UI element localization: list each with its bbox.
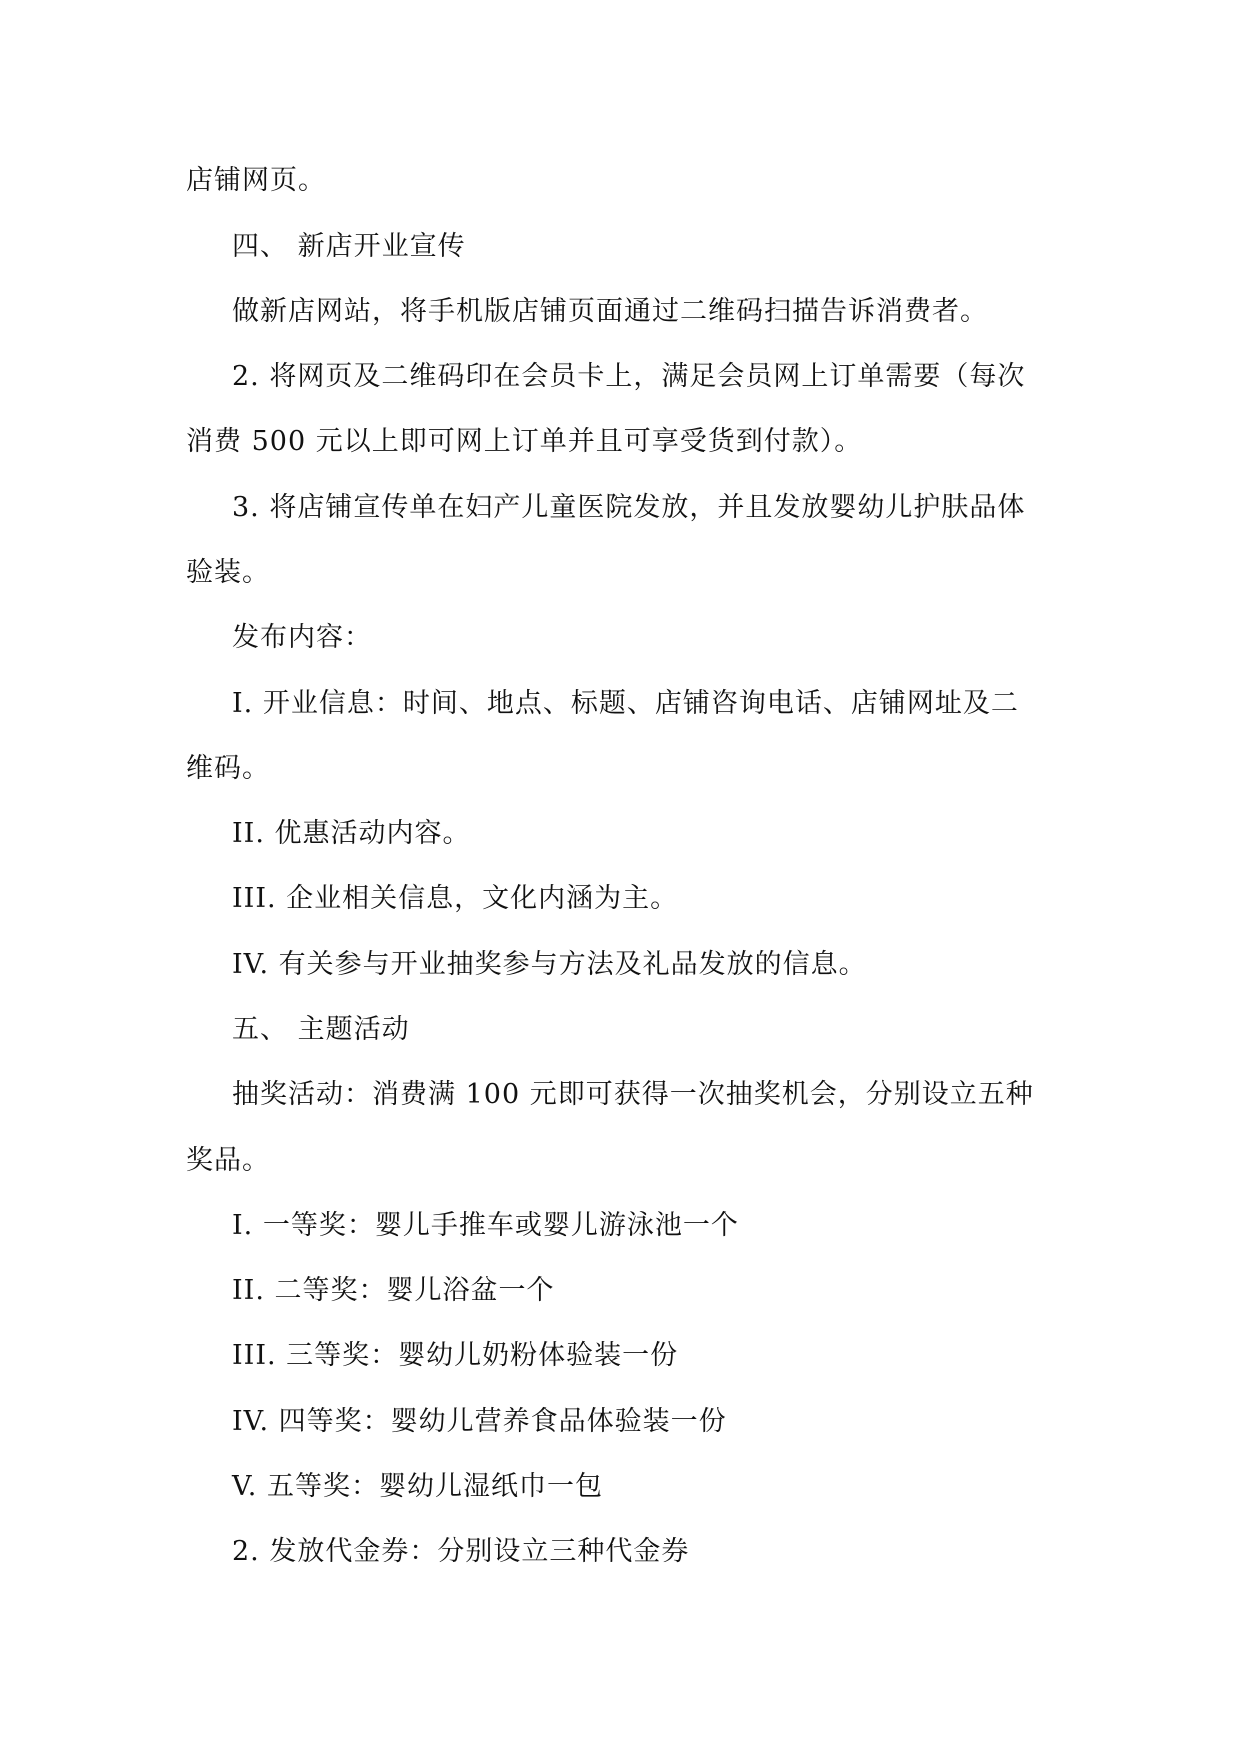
text-line: 维码。	[186, 753, 270, 784]
text-line: 2. 发放代金券：分别设立三种代金券	[232, 1536, 690, 1567]
text-line: 2. 将网页及二维码印在会员卡上，满足会员网上订单需要（每次	[232, 361, 1026, 392]
list-item: I. 开业信息：时间、地点、标题、店铺咨询电话、店铺网址及二	[232, 688, 1019, 719]
text-line: 做新店网站，将手机版店铺页面通过二维码扫描告诉消费者。	[232, 296, 988, 327]
text-line: 店铺网页。	[186, 165, 326, 196]
section-heading: 四、 新店开业宣传	[232, 231, 466, 262]
text-line: 发布内容：	[232, 622, 372, 653]
list-item: I. 一等奖：婴儿手推车或婴儿游泳池一个	[232, 1210, 739, 1241]
text-line: 消费 500 元以上即可网上订单并且可享受货到付款）。	[186, 426, 863, 457]
text-line: 抽奖活动：消费满 100 元即可获得一次抽奖机会，分别设立五种	[232, 1079, 1034, 1110]
list-item: IV. 有关参与开业抽奖参与方法及礼品发放的信息。	[232, 949, 867, 980]
text-line: 验装。	[186, 557, 270, 588]
list-item: III. 三等奖：婴幼儿奶粉体验装一份	[232, 1340, 679, 1371]
text-line: 3. 将店铺宣传单在妇产儿童医院发放，并且发放婴幼儿护肤品体	[232, 492, 1026, 523]
section-heading: 五、 主题活动	[232, 1014, 410, 1045]
list-item: II. 二等奖：婴儿浴盆一个	[232, 1275, 555, 1306]
list-item: IV. 四等奖：婴幼儿营养食品体验装一份	[232, 1406, 727, 1437]
list-item: V. 五等奖：婴幼儿湿纸巾一包	[232, 1471, 603, 1502]
list-item: III. 企业相关信息，文化内涵为主。	[232, 883, 679, 914]
text-line: 奖品。	[186, 1145, 270, 1176]
list-item: II. 优惠活动内容。	[232, 818, 471, 849]
